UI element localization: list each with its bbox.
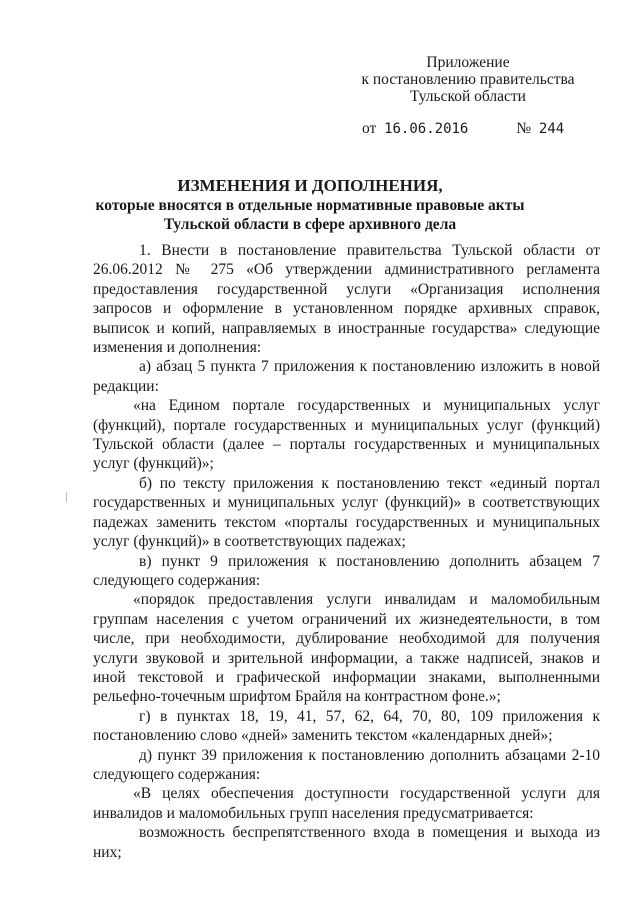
appendix-ref: к постановлению правительства	[361, 71, 575, 88]
paragraph-1: 1. Внести в постановление правительства Тульской области от 26.06.2012 № 275 «Об утверждении административного регламента предоставления государственной услуги «Организация исполнения запросов и оформление в установленном порядке архивных справок, выписок и копий, направляемых в иностранные государства» следующие изменения и дополнения:	[93, 242, 600, 357]
document-body	[93, 241, 600, 862]
paragraph-a-quote: «на Едином портале государственных и муниципальных услуг (функций), портале государственных и муниципальных услуг (функций) Тульской области (далее – порталы государственных и муниципальных услуг (функций)»;	[93, 397, 600, 473]
scan-margin-mark	[66, 492, 67, 502]
paragraph-d: д) пункт 39 приложения к постановлению дополнить абзацами 2-10 следующего содержания:	[93, 746, 600, 783]
appendix-label: Приложение	[426, 54, 510, 71]
title-subtitle-line1: которые вносятся в отдельные нормативные правовые акты	[95, 197, 525, 214]
document-number: 244	[538, 121, 565, 137]
document-date: 16.06.2016	[384, 121, 469, 137]
paragraph-a: а) абзац 5 пункта 7 приложения к постановлению изложить в новой редакции:	[93, 358, 600, 395]
appendix-region: Тульской области	[410, 88, 526, 105]
paragraph-v: в) пункт 9 приложения к постановлению дополнить абзацем 7 следующего содержания:	[93, 552, 600, 589]
date-number-line	[362, 120, 564, 138]
title-subtitle-line2: Тульской области в сфере архивного дела	[163, 216, 457, 233]
paragraph-d-item: возможность беспрепятственного входа в помещения и выхода из них;	[93, 824, 600, 861]
title-main: ИЗМЕНЕНИЯ И ДОПОЛНЕНИЯ,	[177, 176, 443, 195]
date-prefix: от	[362, 120, 377, 137]
paragraph-g: г) в пунктах 18, 19, 41, 57, 62, 64, 70, 80, 109 приложения к постановлению слово «дней» заменить текстом «календарных дней»;	[93, 707, 600, 745]
document-title	[80, 176, 540, 234]
paragraph-v-quote: «порядок предоставления услуги инвалидам и маломобильным группам населения с учетом ограничений их жизнедеятельности, в том числе, при необходимости, дублирование необходимой для получения услуги звуковой и зрительной информации, а также надписей, знаков и иной текстовой и графической информации знаками, выполненными рельефно-точечным шрифтом Брайля на контрастном фоне.»;	[93, 591, 600, 706]
appendix-header	[340, 54, 596, 105]
paragraph-d-quote: «В целях обеспечения доступности государственной услуги для инвалидов и маломобильных групп населения предусматривается:	[93, 785, 600, 822]
paragraph-b: б) по тексту приложения к постановлению текст «единый портал государственных и муниципальных услуг (функций)» в соответствующих падежах заменить текстом «порталы государственных и муниципальных услуг (функций)» в соответствующих падежах;	[93, 474, 600, 551]
number-prefix: №	[516, 120, 532, 137]
